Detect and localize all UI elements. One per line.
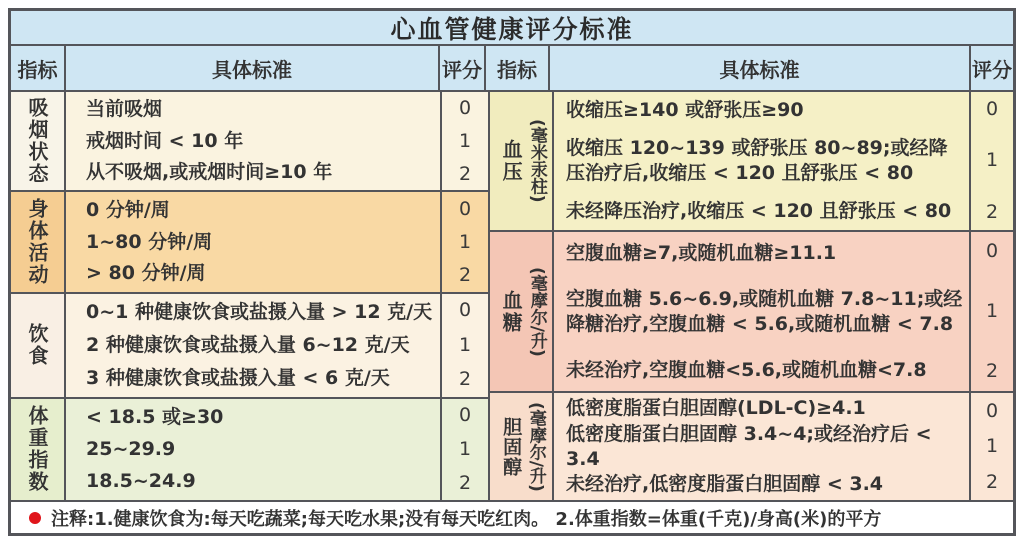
score-value: 2 xyxy=(458,471,472,494)
score-value: 0 xyxy=(458,299,472,322)
indicator-label: 体重指数 xyxy=(25,405,49,494)
criteria-cell xyxy=(554,232,971,392)
indicator-diet xyxy=(11,294,66,397)
health-score-table xyxy=(8,8,1016,536)
indicator-cholesterol xyxy=(490,393,554,500)
indicator-label: 胆固醇 xyxy=(500,416,523,477)
score-value: 0 xyxy=(458,404,472,427)
group-blood-glucose xyxy=(490,232,1013,394)
indicator-smoking-status xyxy=(11,92,66,190)
criteria-cell xyxy=(66,294,442,397)
indicator-label: 血压 xyxy=(499,138,524,183)
red-dot-icon xyxy=(29,512,41,524)
indicator-bmi xyxy=(11,399,66,500)
criteria-line: 25~29.9 xyxy=(86,438,176,461)
score-value: 2 xyxy=(985,201,999,224)
table-body xyxy=(11,92,1013,500)
criteria-line: 未经治疗,空腹血糖<5.6,或随机血糖<7.8 xyxy=(566,358,927,381)
score-value: 1 xyxy=(458,333,472,356)
score-value: 2 xyxy=(458,263,472,286)
criteria-line: 空腹血糖≥7,或随机血糖≥11.1 xyxy=(566,241,837,264)
header-indicator-right: 指标 xyxy=(486,46,550,90)
score-value: 1 xyxy=(458,129,472,152)
page-title: 心血管健康评分标准 xyxy=(390,14,634,44)
criteria-line: 3 种健康饮食或盐摄入量 < 6 克/天 xyxy=(86,366,390,389)
criteria-line: 0~1 种健康饮食或盐摄入量 > 12 克/天 xyxy=(86,300,433,323)
score-cell xyxy=(971,92,1013,230)
score-value: 2 xyxy=(985,360,999,383)
score-value: 0 xyxy=(985,240,999,263)
score-value: 0 xyxy=(458,97,472,120)
indicator-unit: (毫摩尔/升) xyxy=(526,266,547,357)
indicator-label: 吸烟状态 xyxy=(25,97,49,186)
criteria-line: 低密度脂蛋白胆固醇 3.4~4;或经治疗后 < 3.4 xyxy=(566,423,932,470)
criteria-cell xyxy=(554,393,971,500)
criteria-line: 1~80 分钟/周 xyxy=(86,230,213,253)
score-cell xyxy=(442,92,488,190)
footnote-row xyxy=(11,500,1013,533)
score-value: 0 xyxy=(458,197,472,220)
indicator-unit: (毫摩尔/升) xyxy=(525,401,546,492)
score-cell xyxy=(971,393,1013,500)
left-half xyxy=(11,92,488,500)
indicator-physical-activity xyxy=(11,192,66,291)
criteria-cell xyxy=(554,92,971,230)
criteria-line: > 80 分钟/周 xyxy=(86,262,206,285)
score-value: 1 xyxy=(985,149,999,172)
indicator-label: 血糖 xyxy=(499,289,524,334)
group-diet xyxy=(11,294,488,399)
score-value: 2 xyxy=(458,162,472,185)
criteria-cell xyxy=(66,399,442,500)
score-cell xyxy=(442,294,488,397)
criteria-line: 18.5~24.9 xyxy=(86,470,196,493)
header-criteria-right: 具体标准 xyxy=(550,46,971,90)
header-indicator-left: 指标 xyxy=(11,46,66,90)
criteria-line: 从不吸烟,或戒烟时间≥10 年 xyxy=(86,161,333,184)
column-header-row xyxy=(11,46,1013,92)
score-value: 2 xyxy=(458,368,472,391)
score-value: 1 xyxy=(458,230,472,253)
group-bmi xyxy=(11,399,488,500)
group-smoking-status xyxy=(11,92,488,192)
score-value: 1 xyxy=(985,435,999,458)
score-value: 0 xyxy=(985,97,999,120)
criteria-line: 收缩压≥140 或舒张压≥90 xyxy=(566,99,804,122)
group-physical-activity xyxy=(11,192,488,293)
criteria-line: 2 种健康饮食或盐摄入量 6~12 克/天 xyxy=(86,333,410,356)
score-cell xyxy=(442,399,488,500)
criteria-line: 收缩压 120~139 或舒张压 80~89;或经降压治疗后,收缩压 < 120 且舒张压 < 80 xyxy=(566,137,948,184)
criteria-line: < 18.5 或≥30 xyxy=(86,405,224,428)
criteria-line: 低密度脂蛋白胆固醇(LDL-C)≥4.1 xyxy=(566,397,866,420)
footnote-text: 注释:1.健康饮食为:每天吃蔬菜;每天吃水果;没有每天吃红肉。 2.体重指数=体重(千克)/身高(米)的平方 xyxy=(51,508,882,530)
group-cholesterol xyxy=(490,393,1013,500)
score-value: 0 xyxy=(985,399,999,422)
criteria-line: 0 分钟/周 xyxy=(86,198,170,221)
right-half xyxy=(488,92,1013,500)
table-title-bar xyxy=(11,11,1013,46)
score-cell xyxy=(442,192,488,291)
score-cell xyxy=(971,232,1013,392)
criteria-line: 空腹血糖 5.6~6.9,或随机血糖 7.8~11;或经降糖治疗,空腹血糖 < 5.6,或随机血糖 < 7.8 xyxy=(566,287,963,335)
score-value: 2 xyxy=(985,470,999,493)
criteria-line: 未经治疗,低密度脂蛋白胆固醇 < 3.4 xyxy=(566,473,884,496)
group-blood-pressure xyxy=(490,92,1013,232)
score-value: 1 xyxy=(985,300,999,323)
header-score-right: 评分 xyxy=(972,57,1012,82)
score-value: 1 xyxy=(458,438,472,461)
criteria-line: 当前吸烟 xyxy=(86,98,163,121)
indicator-blood-pressure xyxy=(490,92,554,230)
criteria-cell xyxy=(66,192,442,291)
indicator-label: 饮食 xyxy=(25,323,49,368)
indicator-unit: (毫米汞柱) xyxy=(526,119,547,203)
indicator-label: 身体活动 xyxy=(25,197,49,286)
indicator-blood-glucose xyxy=(490,232,554,392)
criteria-line: 未经降压治疗,收缩压 < 120 且舒张压 < 80 xyxy=(566,199,952,222)
criteria-cell xyxy=(66,92,442,190)
header-score-left: 评分 xyxy=(440,46,486,90)
criteria-line: 戒烟时间 < 10 年 xyxy=(86,129,244,152)
header-criteria-left: 具体标准 xyxy=(66,46,440,90)
